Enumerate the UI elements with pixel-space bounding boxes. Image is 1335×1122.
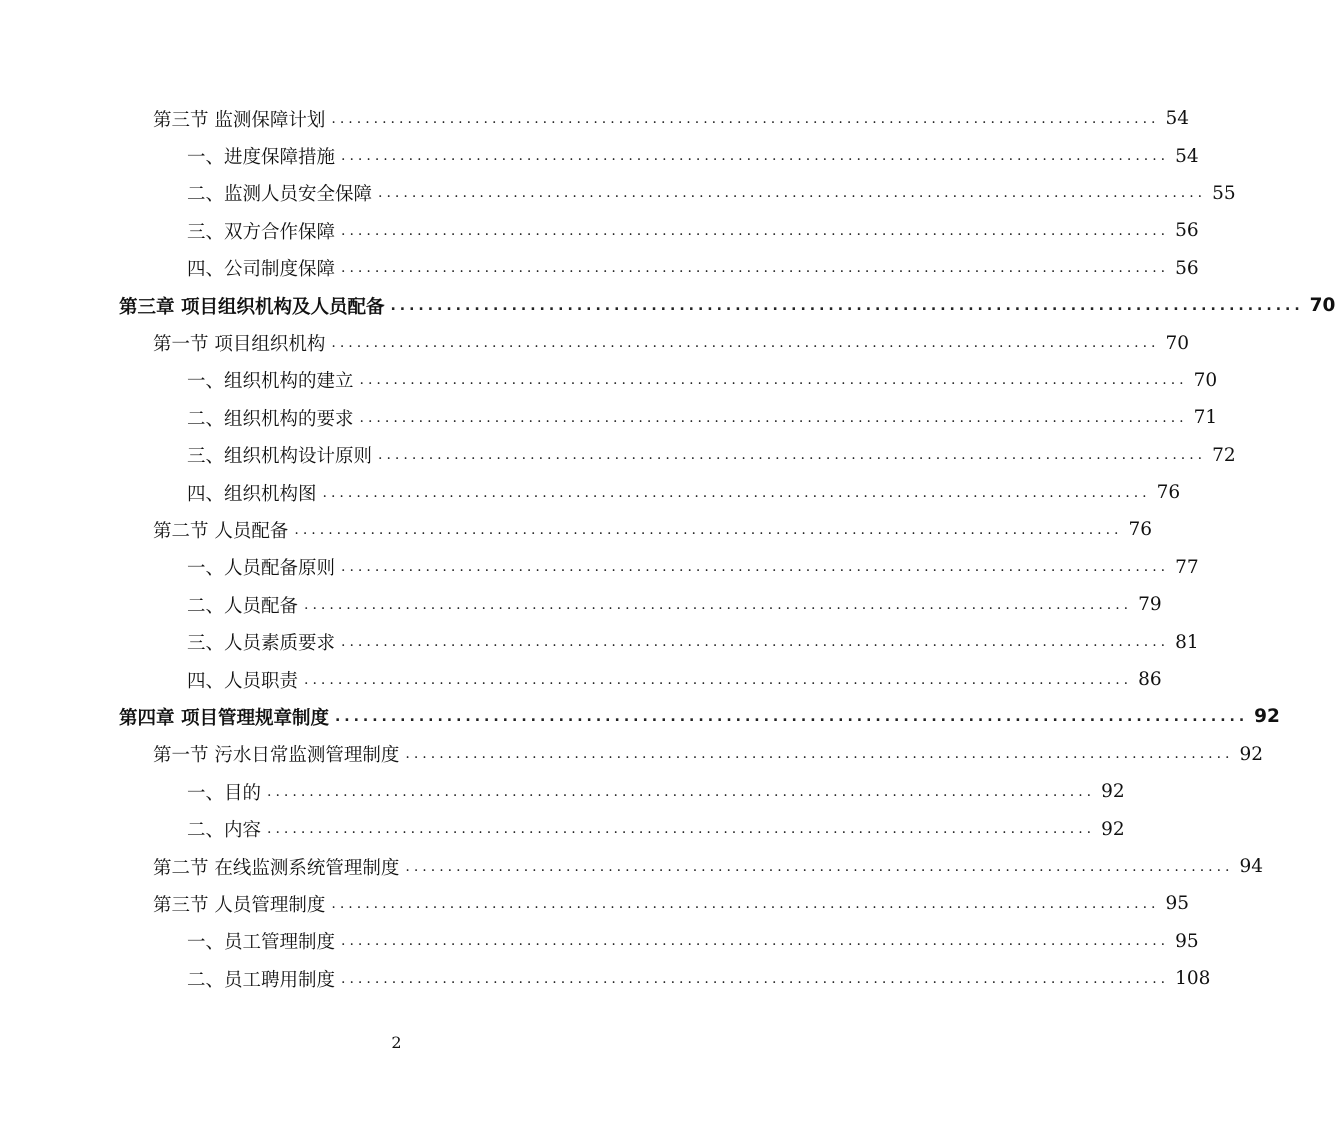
toc-section-entry[interactable] [0, 100, 1190, 137]
toc-entry-page: 108 [1175, 968, 1211, 990]
toc-entry-page: 86 [1138, 669, 1162, 691]
toc-entry-page: 70 [1193, 369, 1218, 391]
toc-dot-leader: .................................................................................................. [341, 559, 1170, 576]
toc-dot-leader: .................................................................................................. [378, 185, 1207, 202]
toc-subsection-entry[interactable] [0, 623, 1199, 660]
toc-dot-leader: .................................................................................................. [304, 596, 1133, 613]
toc-entry-title: 第三节 监测保障计划 [153, 109, 326, 131]
toc-entry-title: 二、员工聘用制度 [187, 969, 336, 991]
toc-entry-page: 92 [1239, 743, 1264, 765]
toc-entry-page: 76 [1128, 519, 1153, 541]
toc-dot-leader: .................................................................................................. [341, 260, 1170, 277]
toc-subsection-entry[interactable] [0, 661, 1162, 698]
toc-chapter-entry[interactable] [0, 698, 1280, 735]
toc-entry-title: 三、人员素质要求 [187, 633, 336, 655]
toc-dot-leader: .................................................................................................. [390, 297, 1304, 314]
toc-entry-title: 一、目的 [187, 782, 262, 804]
toc-entry-page: 79 [1138, 594, 1162, 616]
toc-dot-leader: .................................................................................................. [341, 222, 1170, 239]
toc-subsection-entry[interactable] [0, 137, 1199, 174]
toc-subsection-entry[interactable] [0, 549, 1199, 586]
toc-dot-leader: .................................................................................................. [359, 372, 1188, 389]
toc-dot-leader: .................................................................................................. [405, 746, 1234, 763]
toc-dot-leader: .................................................................................................. [359, 409, 1188, 426]
toc-dot-leader: .................................................................................................. [331, 335, 1160, 352]
toc-entry-page: 54 [1165, 108, 1190, 130]
toc-dot-leader: .................................................................................................. [322, 484, 1151, 501]
toc-entry-page: 56 [1175, 220, 1199, 242]
toc-entry-title: 二、组织机构的要求 [187, 408, 354, 430]
toc-entry-title: 第二节 人员配备 [153, 520, 289, 542]
toc-entry-title: 三、组织机构设计原则 [187, 446, 373, 468]
table-of-contents [0, 100, 1335, 997]
toc-entry-title: 二、监测人员安全保障 [187, 184, 373, 206]
toc-entry-title: 第三节 人员管理制度 [153, 894, 326, 916]
toc-subsection-entry[interactable] [0, 362, 1218, 399]
toc-subsection-entry[interactable] [0, 437, 1236, 474]
toc-entry-page: 95 [1175, 930, 1199, 952]
toc-section-entry[interactable] [0, 848, 1264, 885]
toc-entry-page: 55 [1212, 182, 1236, 204]
toc-entry-title: 第二节 在线监测系统管理制度 [153, 857, 400, 879]
toc-dot-leader: .................................................................................................. [405, 858, 1234, 875]
toc-subsection-entry[interactable] [0, 212, 1199, 249]
toc-entry-page: 94 [1239, 856, 1264, 877]
toc-section-entry[interactable] [0, 324, 1190, 361]
toc-subsection-entry[interactable] [0, 175, 1236, 212]
toc-section-entry[interactable] [0, 511, 1153, 548]
toc-dot-leader: .................................................................................................. [267, 783, 1096, 800]
toc-subsection-entry[interactable] [0, 474, 1181, 511]
toc-subsection-entry[interactable] [0, 960, 1211, 997]
toc-entry-title: 一、员工管理制度 [187, 932, 336, 954]
toc-dot-leader: .................................................................................................. [294, 521, 1123, 538]
toc-dot-leader: .................................................................................................. [341, 970, 1170, 987]
toc-entry-title: 三、双方合作保障 [187, 221, 336, 243]
toc-entry-title: 第三章 项目组织机构及人员配备 [119, 296, 385, 318]
toc-subsection-entry[interactable] [0, 399, 1218, 436]
toc-subsection-entry[interactable] [0, 586, 1162, 623]
toc-entry-title: 四、人员职责 [187, 670, 299, 692]
toc-entry-title: 第一节 项目组织机构 [153, 334, 326, 356]
toc-entry-page: 70 [1165, 332, 1190, 354]
toc-chapter-entry[interactable] [0, 287, 1335, 324]
toc-dot-leader: .................................................................................................. [341, 148, 1170, 165]
toc-dot-leader: .................................................................................................. [341, 933, 1170, 950]
toc-section-entry[interactable] [0, 736, 1264, 773]
toc-entry-title: 二、人员配备 [187, 595, 299, 617]
toc-entry-title: 二、内容 [187, 820, 262, 842]
toc-entry-page: 71 [1193, 407, 1218, 429]
toc-dot-leader: .................................................................................................. [378, 447, 1207, 464]
toc-entry-page: 76 [1156, 482, 1181, 504]
toc-entry-title: 一、进度保障措施 [187, 147, 336, 169]
toc-subsection-entry[interactable] [0, 923, 1199, 960]
toc-entry-title: 四、公司制度保障 [187, 259, 336, 281]
toc-entry-page: 95 [1165, 893, 1190, 915]
toc-entry-title: 第四章 项目管理规章制度 [119, 707, 329, 729]
toc-dot-leader: .................................................................................................. [331, 110, 1160, 127]
toc-subsection-entry[interactable] [0, 810, 1125, 847]
toc-dot-leader: .................................................................................................. [331, 895, 1160, 912]
toc-entry-page: 92 [1101, 781, 1125, 803]
toc-entry-page: 92 [1101, 818, 1125, 840]
toc-entry-title: 第一节 污水日常监测管理制度 [153, 745, 400, 767]
toc-dot-leader: .................................................................................................. [304, 671, 1133, 688]
toc-section-entry[interactable] [0, 885, 1190, 922]
toc-entry-title: 一、人员配备原则 [187, 558, 336, 580]
toc-entry-page: 56 [1175, 257, 1199, 279]
toc-entry-title: 一、组织机构的建立 [187, 371, 354, 393]
toc-subsection-entry[interactable] [0, 773, 1125, 810]
toc-entry-page: 81 [1175, 631, 1199, 653]
toc-entry-page: 92 [1254, 706, 1280, 728]
page-number: 2 [391, 1033, 402, 1052]
toc-subsection-entry[interactable] [0, 250, 1199, 287]
toc-entry-page: 54 [1175, 145, 1199, 167]
toc-dot-leader: .................................................................................................. [334, 708, 1249, 725]
toc-entry-page: 77 [1175, 556, 1199, 578]
toc-dot-leader: .................................................................................................. [341, 634, 1170, 651]
toc-entry-page: 72 [1212, 444, 1236, 466]
toc-dot-leader: .................................................................................................. [267, 821, 1096, 838]
toc-entry-title: 四、组织机构图 [187, 483, 317, 505]
toc-entry-page: 70 [1309, 295, 1335, 317]
